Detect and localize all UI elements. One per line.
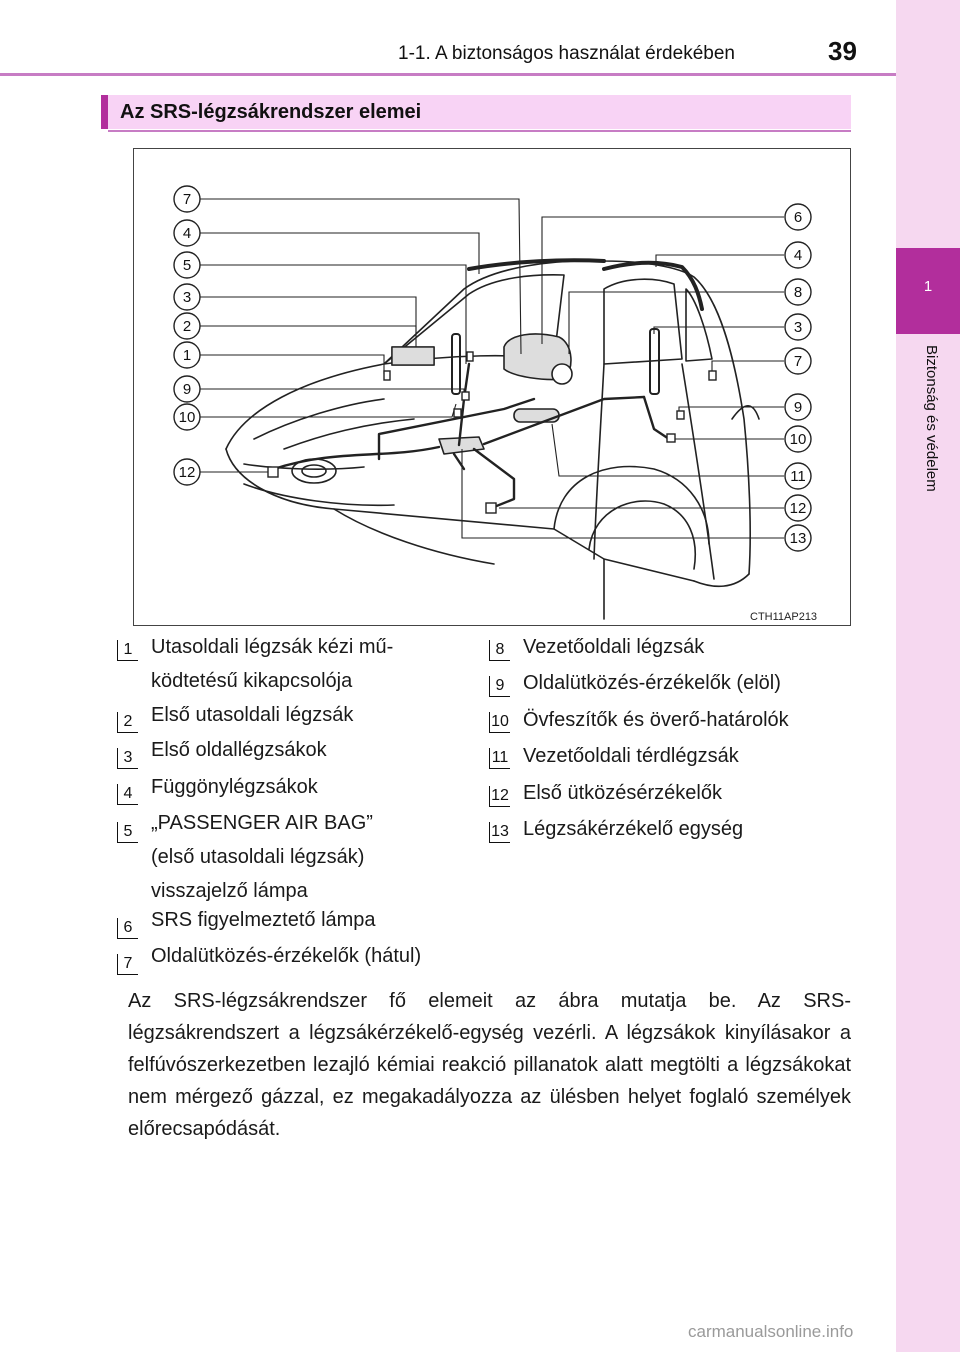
legend-number: 11: [489, 748, 510, 769]
section-title: Az SRS-légzsákrendszer elemei: [120, 101, 422, 123]
legend-number: 3: [117, 748, 138, 769]
legend-text: [523, 739, 739, 773]
legend-line: Légzsákérzékelő egység: [523, 818, 744, 840]
legend-line: Vezetőoldali térdlégzsák: [523, 745, 739, 767]
page-number: 39: [828, 36, 857, 66]
callout-left-4: 4: [182, 225, 192, 242]
callout-right-4: 4: [793, 247, 803, 264]
legend-text: [151, 630, 393, 698]
legend-line: Oldalütközés-érzékelők (elöl): [523, 672, 781, 694]
legend-number: 1: [117, 640, 138, 661]
legend-number: 13: [489, 822, 510, 843]
callout-right-11: 11: [790, 468, 806, 485]
legend-number: 7: [117, 954, 138, 975]
legend-number: 10: [489, 712, 510, 733]
running-header: 1-1. A biztonságos használat érdekében: [398, 43, 735, 64]
callout-right-13: 13: [789, 530, 807, 547]
legend-line: Első ütközésérzékelők: [523, 782, 722, 804]
legend-line: (első utasoldali légzsák): [151, 846, 365, 868]
legend-line: Vezetőoldali légzsák: [523, 636, 705, 658]
callout-right-8: 8: [793, 284, 803, 301]
chapter-tab-strip: [896, 0, 960, 1352]
callout-left-5: 5: [182, 257, 192, 274]
legend-number: 5: [117, 822, 138, 843]
header-rule: [0, 73, 896, 76]
legend-line: Utasoldali légzsák kézi mű-: [151, 636, 394, 658]
legend-line: ködtetésű kikapcsolója: [151, 670, 353, 692]
callout-right-7: 7: [793, 353, 803, 370]
legend-line: Oldalütközés-érzékelők (hátul): [151, 945, 422, 967]
legend-line: Első utasoldali légzsák: [151, 704, 354, 726]
legend-text: [151, 733, 327, 767]
legend-line: Függönylégzsákok: [151, 776, 318, 798]
legend-text: [523, 666, 781, 700]
legend-number: 9: [489, 676, 510, 697]
chapter-number: 1: [923, 278, 933, 295]
callout-right-9: 9: [793, 399, 803, 416]
callout-left-9: 9: [182, 381, 192, 398]
legend-number: 6: [117, 918, 138, 939]
legend-text: [523, 703, 789, 737]
callout-left-1: 1: [182, 347, 192, 364]
legend-line: Övfeszítők és överő-határolók: [523, 709, 789, 731]
legend-line: „PASSENGER AIR BAG”: [151, 812, 373, 834]
watermark: carmanualsonline.info: [688, 1322, 854, 1341]
legend-text: [151, 939, 421, 973]
legend-text: [151, 806, 373, 908]
legend-line: Első oldallégzsákok: [151, 739, 327, 761]
callout-left-3: 3: [182, 289, 192, 306]
callout-left-10: 10: [178, 409, 196, 426]
callout-right-10: 10: [789, 431, 807, 448]
car-airbag-illustration: [134, 149, 849, 624]
legend-text: [151, 770, 318, 804]
legend-text: [523, 630, 704, 664]
legend-line: visszajelző lámpa: [151, 880, 308, 902]
body-paragraph: Az SRS-légzsákrendszer fő elemeit az ábra mutatja be. Az SRS-légzsákrendszert a légzsákérzékelő-egység vezérli. A légzsákok kinyílásakor a felfúvószerkezetben lezajló kémiai reakció pillanatok alatt megtölti a légzsákokat nem mérgező gázzal, ez megakadályozza az ülésben helyet foglaló személyek előrecsapódását.: [128, 990, 851, 1140]
callout-right-3: 3: [793, 319, 803, 336]
legend-text: [151, 903, 376, 937]
legend-number: 12: [489, 786, 510, 807]
legend-text: [151, 698, 353, 732]
callout-left-12: 12: [178, 464, 196, 481]
legend-number: 8: [489, 640, 510, 661]
legend-text: [523, 812, 743, 846]
legend-number: 4: [117, 784, 138, 805]
legend-number: 2: [117, 712, 138, 733]
callout-left-7: 7: [182, 191, 192, 208]
callout-right-6: 6: [793, 209, 803, 226]
srs-airbag-diagram: [133, 148, 851, 626]
callout-left-2: 2: [182, 318, 192, 335]
callout-right-12: 12: [789, 500, 807, 517]
chapter-label: Biztonság és védelem: [923, 345, 940, 492]
legend-line: SRS figyelmeztető lámpa: [151, 909, 376, 931]
figure-code: CTH11AP213: [750, 611, 818, 623]
legend-text: [523, 776, 722, 810]
